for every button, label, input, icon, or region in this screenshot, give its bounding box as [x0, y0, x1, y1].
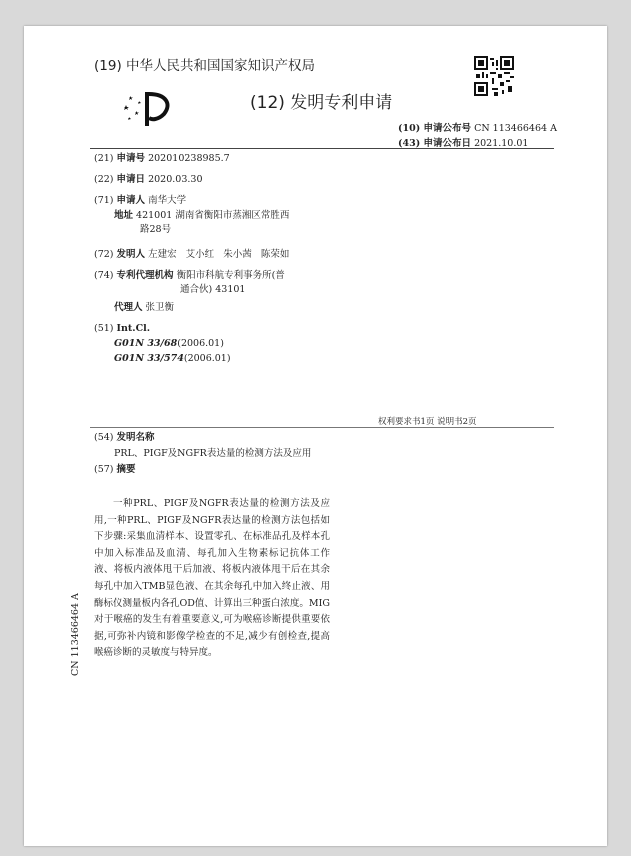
header-rule: [90, 148, 554, 149]
application-date: 2020.03.30: [148, 174, 203, 185]
applicant-row: (71) 申请人 南华大学: [94, 195, 187, 206]
address-line-1: 421001 湖南省衡阳市蒸湘区常胜西: [136, 210, 290, 221]
application-date-row: (22) 申请日 2020.03.30: [94, 174, 203, 185]
pub-no: CN 113466464 A: [474, 123, 557, 134]
pub-date: 2021.10.01: [474, 138, 529, 149]
abstract-text: 一种PRL、PIGF及NGFR表达量的检测方法及应用,一种PRL、PIGF及NGFR表达量的检测方法包括如下步骤:采集血清样本、设置零孔、在标准品孔及样本孔中加入标准品及血清、每孔加入生物素标记抗体工作液、将板内液体甩干后加液、将板内液体甩干后在其余每孔中加入TMB显色液、在其余每孔中加入终止液、用酶标仪测量板内各孔OD值、计算出三种蛋白浓度。MIG对于喉癌的发生有着重要意义,可为喉癌诊断提供重要依据,可弥补内镜和影像学检查的不足,减少有创检查,提高喉癌诊断的灵敏度与特异度。: [94, 498, 330, 659]
publication-number-row: [398, 120, 557, 134]
qr-code: [474, 56, 514, 96]
title-heading: (54) 发明名称: [94, 432, 155, 443]
document-type: (12) 发明专利申请: [250, 93, 393, 113]
pub-date-label: (43) 申请公布日: [398, 138, 472, 149]
cnipa-emblem: [120, 86, 176, 130]
application-number-row: (21) 申请号 202010238985.7: [94, 153, 230, 164]
inventor: 陈荣如: [260, 249, 290, 260]
address-row: 地址 421001 湖南省衡阳市蒸湘区常胜西: [114, 210, 290, 221]
section-rule: [90, 427, 554, 428]
inventor: 艾小红: [185, 249, 215, 260]
pub-no-label: (10) 申请公布号: [398, 123, 472, 134]
ipc-entry: G01N 33/574(2006.01): [114, 353, 231, 364]
inventors-row: (72) 发明人 左建宏 艾小红 朱小茜 陈荣如: [94, 249, 290, 260]
inventor: 左建宏: [148, 249, 177, 260]
agent-row: 代理人 张卫衡: [114, 302, 175, 313]
office-name: (19) 中华人民共和国国家知识产权局: [94, 58, 316, 74]
side-publication-number: CN 113466464 A: [70, 593, 81, 676]
ipc-row: (51) Int.Cl.: [94, 323, 151, 334]
address-line-2: 路28号: [140, 224, 172, 235]
agency-line-1: 衡阳市科航专利事务所(普: [176, 270, 285, 281]
abstract-heading: (57) 摘要: [94, 464, 136, 475]
patent-page: [24, 26, 607, 846]
application-number: 202010238985.7: [148, 153, 230, 164]
agency-line-2: 通合伙) 43101: [180, 284, 246, 295]
inventor: 朱小茜: [223, 249, 252, 260]
ipc-entry: G01N 33/68(2006.01): [114, 338, 224, 349]
pages-info: 权利要求书1页 说明书2页: [378, 417, 477, 427]
applicant: 南华大学: [148, 195, 187, 206]
agency-row: (74) 专利代理机构 衡阳市科航专利事务所(普: [94, 270, 285, 281]
invention-title: PRL、PIGF及NGFR表达量的检测方法及应用: [114, 448, 312, 459]
publication-date-row: [398, 135, 528, 149]
agent: 张卫衡: [145, 302, 175, 313]
